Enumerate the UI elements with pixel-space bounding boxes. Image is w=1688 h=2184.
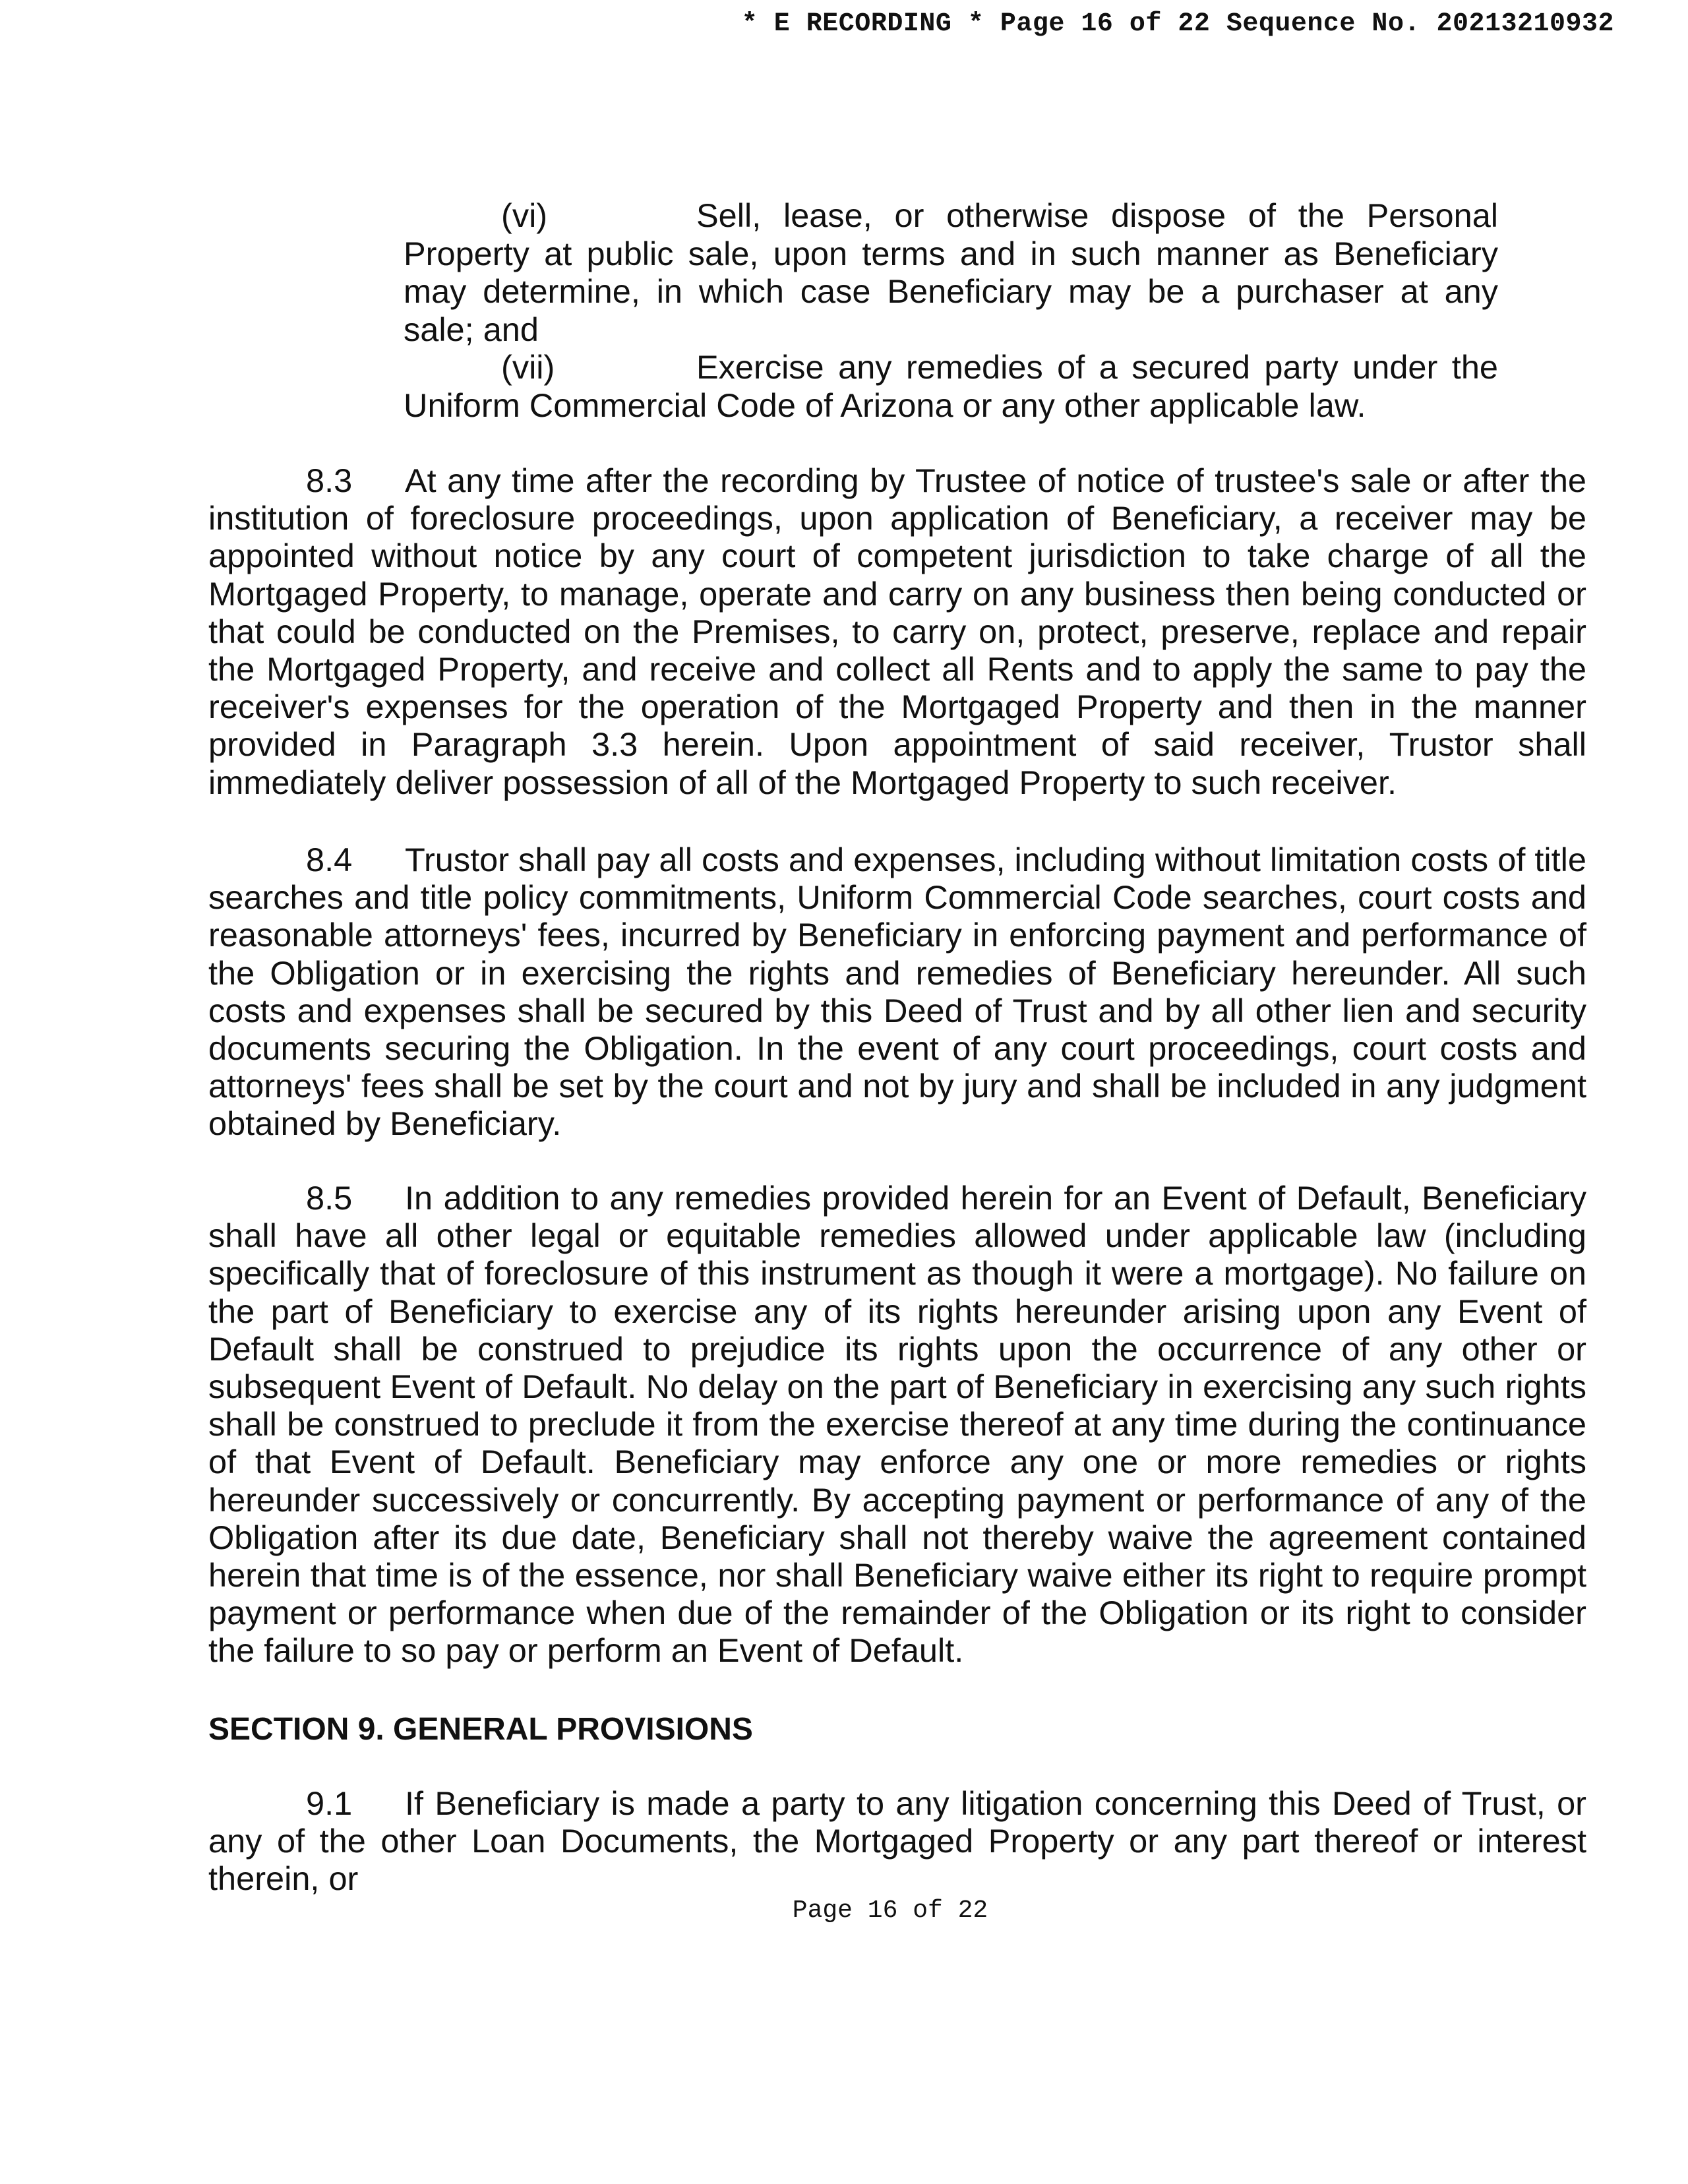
list-item-text: Sell, lease, or otherwise dispose of the Personal Property at public sale, upon terms and in such manner as Beneficiary may determine, in which case Beneficiary may be a purchaser at any sale; and [404, 197, 1498, 348]
paragraph-8-3 [208, 462, 1586, 801]
paragraph-number: 8.4 [306, 841, 353, 878]
paragraph-number: 9.1 [306, 1784, 353, 1822]
list-item-vii [404, 348, 1498, 424]
list-item-text: Exercise any remedies of a secured party under the Uniform Commercial Code of Arizona or any other applicable law. [404, 348, 1498, 424]
paragraph-text: In addition to any remedies provided herein for an Event of Default, Beneficiary shall have all other legal or equitable remedies allowed under applicable law (including specifically that of foreclosure of this instrument as though it were a mortgage). No failure on the part of Beneficiary to exercise any of its rights hereunder arising upon any Event of Default shall be construed to prejudice its rights upon the occurrence of any other or subsequent Event of Default. No delay on the part of Beneficiary in exercising any such rights shall be construed to preclude it from the exercise thereof at any time during the continuance of that Event of Default. Beneficiary may enforce any one or more remedies or rights hereunder successively or concurrently. By accepting payment or performance of any of the Obligation after its due date, Beneficiary shall not thereby waive the agreement contained herein that time is of the essence, nor shall Beneficiary waive either its right to require prompt payment or performance when due of the remainder of the Obligation or its right to consider the failure to so pay or perform an Event of Default. [208, 1179, 1586, 1670]
paragraph-9-1 [208, 1784, 1586, 1898]
paragraph-text: Trustor shall pay all costs and expenses, including without limitation costs of title searches and title policy commitments, Uniform Commercial Code searches, court costs and reasonable attorneys' fees, incurred by Beneficiary in enforcing payment and performance of the Obligation or in exercising the rights and remedies of Beneficiary hereunder. All such costs and expenses shall be secured by this Deed of Trust and by all other lien and security documents securing the Obligation. In the event of any court proceedings, court costs and attorneys' fees shall be set by the court and not by jury and shall be included in any judgment obtained by Beneficiary. [208, 841, 1586, 1143]
paragraph-8-4 [208, 841, 1586, 1143]
paragraph-text: At any time after the recording by Trustee of notice of trustee's sale or after the institution of foreclosure proceedings, upon application of Beneficiary, a receiver may be appointed without notice by any court of competent jurisdiction to take charge of all the Mortgaged Property, to manage, operate and carry on any business then being conducted or that could be conducted on the Premises, to carry on, protect, preserve, replace and repair the Mortgaged Property, and receive and collect all Rents and to apply the same to pay the receiver's expenses for the operation of the Mortgaged Property and then in the manner provided in Paragraph 3.3 herein. Upon appointment of said receiver, Trustor shall immediately deliver possession of all of the Mortgaged Property to such receiver. [208, 462, 1586, 801]
paragraph-number: 8.5 [306, 1179, 353, 1217]
paragraph-number: 8.3 [306, 462, 353, 499]
section-heading: SECTION 9. GENERAL PROVISIONS [208, 1712, 753, 1747]
paragraph-text: If Beneficiary is made a party to any litigation concerning this Deed of Trust, or any of the other Loan Documents, the Mortgaged Property or any part thereof or interest therein, or [208, 1784, 1586, 1898]
list-item-vi [404, 197, 1498, 348]
paragraph-8-5 [208, 1179, 1586, 1670]
recording-stamp: * E RECORDING * Page 16 of 22 Sequence No. 20213210932 [741, 9, 1614, 39]
list-item-number: (vi) [501, 197, 548, 234]
page-footer: Page 16 of 22 [792, 1896, 988, 1925]
list-item-number: (vii) [501, 348, 555, 386]
